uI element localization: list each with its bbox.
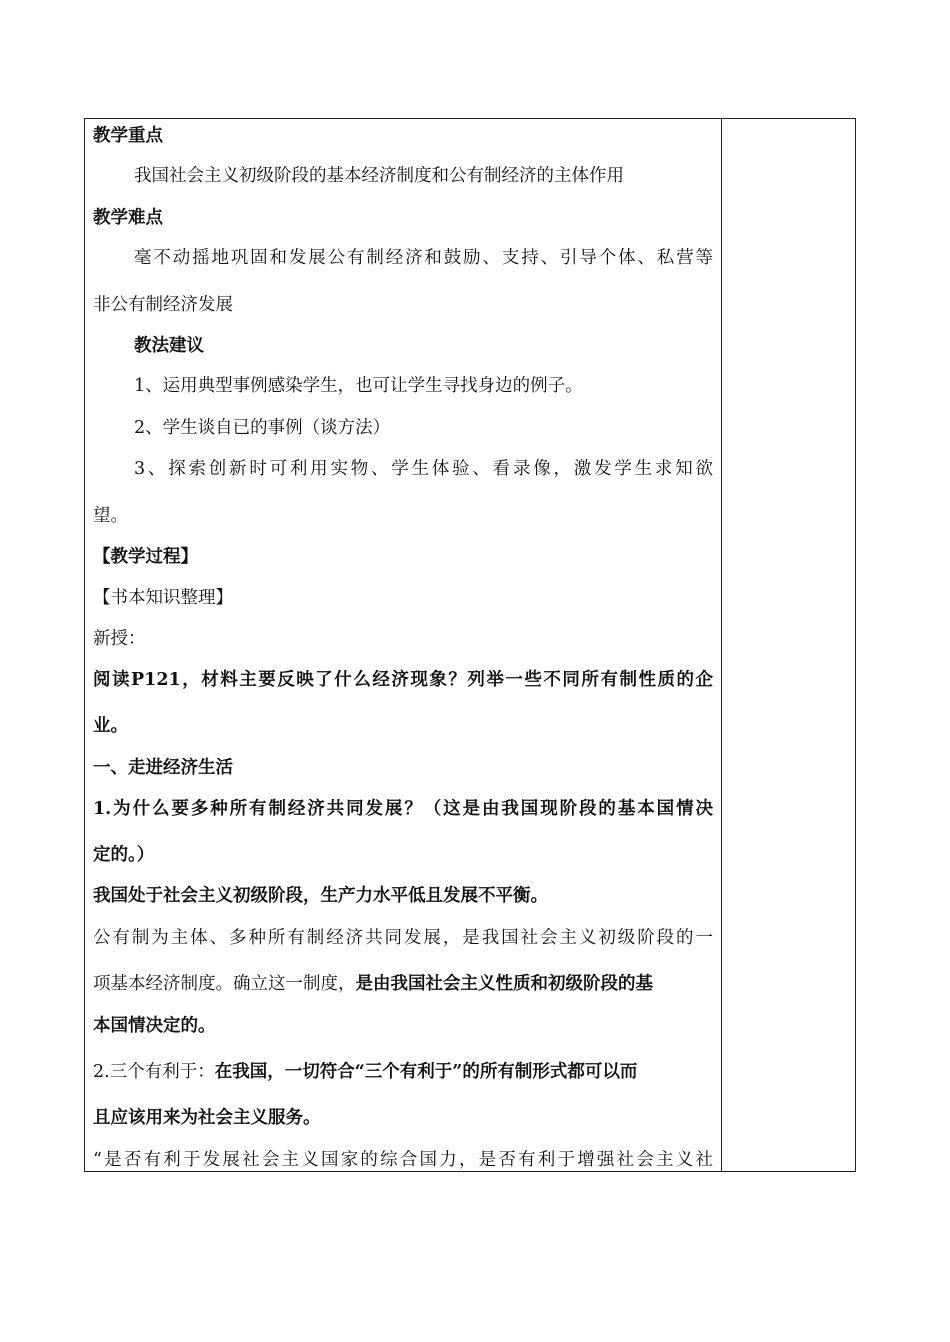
book-knowledge-heading: 【书本知识整理】 xyxy=(93,588,233,608)
teaching-method-heading: 教法建议 xyxy=(134,336,204,356)
three-benefits-line1 xyxy=(93,1061,637,1083)
reading-question-line2: 业。 xyxy=(93,716,128,736)
teaching-difficulty-text-line1: 毫不动摇地巩固和发展公有制经济和鼓励、支持、引导个体、私营等 xyxy=(134,248,713,268)
primary-stage-statement: 我国处于社会主义初级阶段，生产力水平低且发展不平衡。 xyxy=(93,886,548,906)
teaching-process-heading: 【教学过程】 xyxy=(93,547,198,567)
basic-system-line1: 公有制为主体、多种所有制经济共同发展，是我国社会主义初级阶段的一 xyxy=(93,928,713,948)
teaching-focus-heading: 教学重点 xyxy=(93,126,163,146)
basic-system-line2 xyxy=(93,973,653,995)
teaching-difficulty-heading: 教学难点 xyxy=(93,208,163,228)
teaching-method-item-3-line2: 望。 xyxy=(93,506,128,526)
section-heading-economic-life: 一、走进经济生活 xyxy=(93,758,233,778)
teaching-method-item-1: 1、运用典型事例感染学生，也可让学生寻找身边的例子。 xyxy=(134,376,583,396)
new-lesson-label: 新授： xyxy=(93,629,146,649)
three-benefits-bold: 在我国，一切符合“三个有利于”的所有制形式都可以而 xyxy=(214,1062,638,1082)
three-benefits-line2: 且应该用来为社会主义服务。 xyxy=(93,1108,321,1128)
teaching-difficulty-text-line2: 非公有制经济发展 xyxy=(93,295,233,315)
teaching-method-item-2: 2、学生谈自已的事例（谈方法） xyxy=(134,418,391,438)
question-1-line1: 1.为什么要多种所有制经济共同发展？（这是由我国现阶段的基本国情决 xyxy=(93,799,713,819)
three-benefits-label: 2.三个有利于： xyxy=(93,1062,215,1082)
notes-cell xyxy=(722,119,855,1171)
teaching-focus-text: 我国社会主义初级阶段的基本经济制度和公有制经济的主体作用 xyxy=(134,166,624,186)
lesson-table xyxy=(84,118,856,1172)
basic-system-line3: 本国情决定的。 xyxy=(93,1016,216,1036)
question-1-line2: 定的。） xyxy=(93,845,155,865)
basic-system-line2-plain: 项基本经济制度。确立这一制度， xyxy=(93,974,356,994)
content-cell xyxy=(93,119,713,1171)
teaching-method-item-3-line1: 3、探索创新时可利用实物、学生体验、看录像，激发学生求知欲 xyxy=(134,459,713,479)
three-benefits-quote: “是否有利于发展社会主义国家的综合国力，是否有利于增强社会主义社 xyxy=(93,1150,713,1170)
reading-question-line1: 阅读P121，材料主要反映了什么经济现象？列举一些不同所有制性质的企 xyxy=(93,670,713,690)
basic-system-line2-bold: 是由我国社会主义性质和初级阶段的基 xyxy=(355,974,653,994)
